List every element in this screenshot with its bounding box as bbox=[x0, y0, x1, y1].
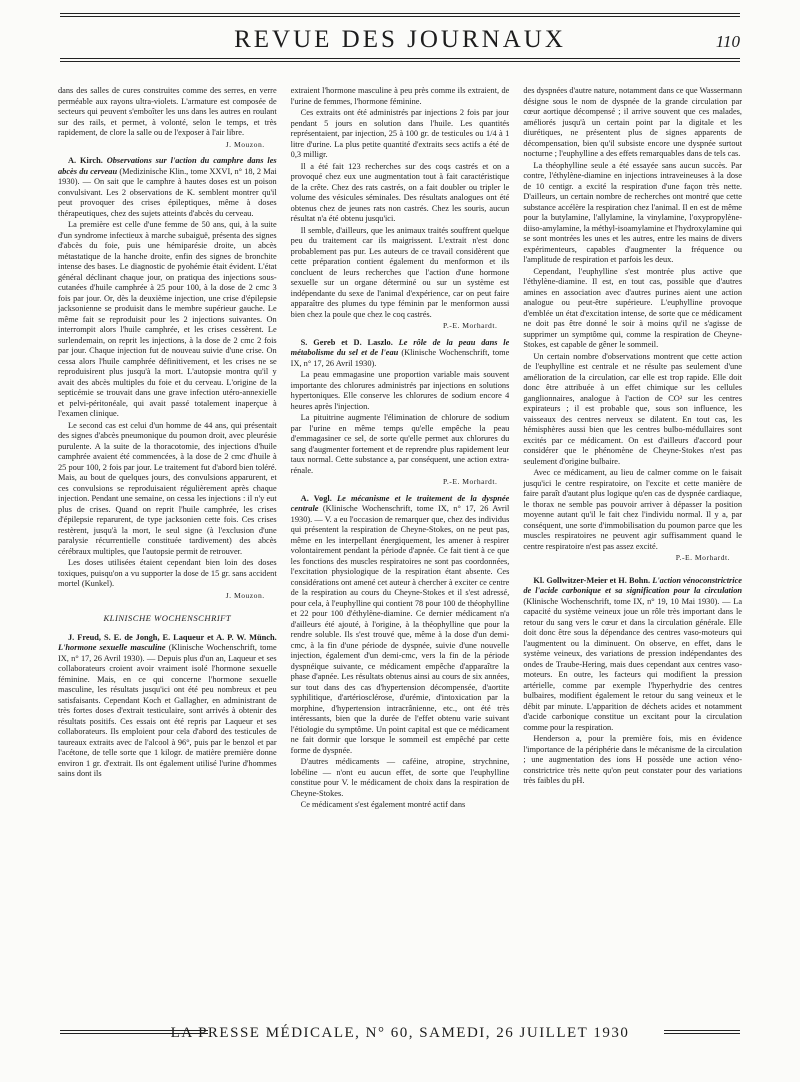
column-1 bbox=[58, 86, 277, 1061]
signature: P.-E. Morhardt. bbox=[443, 477, 498, 486]
article-intro bbox=[523, 576, 742, 734]
paragraph: dans des salles de cures construites comme des serres, en verre perméable aux rayons ultra-violets. L'armature est composée de secteurs qui peuvent s'emboîter les uns dans les autres en roulant sur des rails, et permet, à volonté, selon le temps, et très rapidement, de clore la salle ou de l'exposer à l'air libre. bbox=[58, 86, 277, 137]
article-text: — La capacité du système veineux joue un rôle très important dans le retour du sang vers le cœur et dans la circulation générale. Elle doit donc être sous la dépendance des centres vaso-moteurs qui l'augmentent ou la diminuent. On observe, en effet, dans le système veineux, des variations de pression indépendantes des ondes de Traube-Hering, mais dues cependant aux centres vaso-moteurs. En outre, les facteurs qui modifient la pression artérielle, comme par exemple l'hyperhydrie des centres bulbaires, modifient également le retour du sang veineux et le débit par minute. L'apparition de déchets acides et notamment d'acide carbonique constitue un excitant pour la circulation comme pour la respiration. bbox=[523, 596, 743, 732]
paragraph: Il semble, d'ailleurs, que les animaux traités souffrent quelque peu du traitement car ils maigrissent. L'extrait n'est donc probablement pas pur. Les auteurs de ce travail considèrent que cette préparation contient également du menformon et ils concluent de leurs recherches que l'action d'une hormone sexuelle sur un organe déterminé ou sur un système est indépendante du sexe de l'animal d'expérience, car on peut faire apparaître des plumes du type féminin par le menformon aussi bien chez la poule que chez le coq castrés. bbox=[290, 225, 510, 319]
paragraph: Ce médicament s'est également montré actif dans bbox=[300, 800, 466, 809]
article-title: L'hormone sexuelle masculine bbox=[58, 643, 166, 652]
article-title: Observations sur l'action du camphre dans les abcès du cerveau bbox=[58, 156, 277, 176]
article-source: (Klinische Wochenschrift, tome IX, n° 17, 26 Avril 1930). bbox=[58, 643, 277, 663]
signature: J. Mouzon. bbox=[225, 590, 265, 600]
paragraph: Ces extraits ont été administrés par injections 2 fois par jour pendant 5 jours en solution dans l'huile. Les quantités représentaient, par injection, 25 à 100 gr. de testicules ou 1/4 à 1 litre d'urine. La plus petite quantité d'extraits secs actifs a été de 0,3 milligr. bbox=[290, 108, 510, 159]
section-heading: KLINISCHE WOCHENSCHRIFT bbox=[103, 613, 232, 623]
article-source: (Klinische Wochenschrift, tome IX, n° 17, 26 Avril 1930). bbox=[290, 504, 510, 524]
paragraph: Un certain nombre d'observations montrent que cette action de l'euphylline est centrale et ne résulte pas seulement d'une amélioration de la circulation, car elle est trop rapide. Elle doit donc être attribuée à un effet chimique sur les cellules ganglionnaires, analogue à l'action de CO² sur les centres expirateurs ; il est probable que, sous son influence, les vaisseaux des centres nerveux se dilatent. En tout cas, les hémisphères aussi bien que les centres bulbo-médullaires sont excités par ce médicament. On est d'ailleurs d'accord pour considérer que le phénomène de Cheyne-Stokes n'est pas seulement d'origine bulbaire. bbox=[523, 351, 743, 466]
header-rule-top-inner bbox=[60, 16, 740, 17]
article-text: — V. a eu l'occasion de remarquer que, chez des individus qui présentent la respiration de Cheyne-Stokes, on ne peut pas, même en les interpellant énergiquement, les amener à respirer volontairement pendant la période d'apnée. Ce fait tient à ce que les fonctions des muscles respiratoires ne sont pas coordonnées, l'excitation physiologique de la respiration étant absente. Ces considérations ont amené cet auteur à chercher à exciter ce centre de la respiration au cours du Cheyne-Stokes et il s'est adressé, pour cela, à l'euphylline qui contient 78 pour 100 de théophylline et 22 pour 100 d'éthylène-diamine. Ce dernier médicament n'a d'ailleurs été ajouté, à l'origine, à la théophylline que pour la rendre soluble. Ils s'est trouvé que, même à la dose d'un demi-cmc, à la fin d'une période de dyspnée, suivie d'une nouvelle injection, également d'un demi-cmc, vers la fin de la période dyspnéique suivante, ce médicament empêche d'apparaître la phase d'apnée. Les résultats obtenus ainsi au cours de six années, sur tout dans des cas d'hypertension décompensée, d'aortite syphilitique, d'artériosclérose, d'urémie, d'intoxication par la morphine, d'hypertension intracrânienne, etc., ont été très intéressants, bien que la durée de l'effet obtenu varie suivant l'étiologie du symptôme. Un point capital est que ce médicament ne fait dormir que lorsque le sommeil est empêché par cette forme de dyspnée. bbox=[290, 514, 510, 755]
paragraph: Le second cas est celui d'un homme de 44 ans, qui présentait des signes d'abcès pneumonique du poumon droit, avec pleurésie purulente. A la suite de la thoracotomie, des injections d'huile camphrée avaient été commencées, à la dose de 2 cmc d'huile à 25 pour 100, 2 fois par jour. Le traitement fut d'abord bien toléré. Mais, au bout de quelques jours, des convulsions apparurent, et ces convulsions se reproduisaient régulièrement après chaque injection. Pendant une semaine, on cessa les injections : il n'y eut plus de crises. Quand on reprit l'huile camphrée, les crises d'épilepsie reparurent, de type jacksonien cette fois. Ces crises restèrent, jusqu'à la mort, le seul signe (à l'exclusion d'une paralysie récurrentielle constituée tardivement) des abcès cérébraux multiples, que l'autopsie permit de retrouver. bbox=[58, 420, 277, 556]
journal-title: REVUE DES JOURNAUX bbox=[234, 26, 566, 53]
header-rule-bottom-inner bbox=[60, 61, 740, 62]
paragraph: La pituitrine augmente l'élimination de chlorure de sodium par l'urine en même temps qu'elle empêche la peau d'emmagasiner ce sel, de sorte qu'elle permet aux chlorures du sang d'augmenter fortement et de reprendre plus rapidement leur taux normal. Cette substance a, par conséquent, une action extra-rénale. bbox=[290, 413, 510, 475]
paragraph: Il a été fait 123 recherches sur des coqs castrés et on a provoqué chez eux une augmentation tout à fait caractéristique de la crête. Chez des rats castrés, on a fait doubler ou tripler le volume des vésicules séminales. Des résultats analogues ont été obtenus chez de jeunes rats non castrés. Chez les souris, aucun résultat n'a été obtenu jusqu'ici. bbox=[290, 161, 510, 223]
paragraph: Cependant, l'euphylline s'est montrée plus active que l'éthylène-diamine. Il est, en tout cas, possible que d'autres amines en association avec d'autres purines aient une action analogue ou peut-être supérieure. L'euphylline provoque d'emblée un état d'excitation intense, de sorte que ce médicament ne doit pas être donné le soir à moins qu'il ne s'agisse de supprimer un symptôme qui, comme la respiration de Cheyne-Stokes, est capable de gêner le sommeil. bbox=[523, 266, 743, 349]
article-source: (Klinische Wochenschrift, tome IX, n° 17, 26 Avril 1930). bbox=[290, 348, 510, 368]
article-title: Le rôle de la peau dans le métabolisme du sel et de l'eau bbox=[290, 337, 510, 357]
article-author: Kl. Gollwitzer-Meier et H. Bohn. bbox=[533, 575, 651, 585]
article-intro bbox=[58, 156, 277, 219]
paragraph: Les doses utilisées étaient cependant bien loin des doses toxiques, puisqu'on a vu supporter la dose de 15 gr. sans accident mortel (Kunkel). bbox=[58, 558, 277, 588]
article-intro bbox=[291, 494, 510, 757]
paragraph: La peau emmagasine une proportion variable mais souvent importante des chlorures administrés par injections en solutions hypertoniques. Elle conserve les chlorures de sodium encore 4 heures après l'injection. bbox=[290, 370, 510, 411]
page-footer: LA PRESSE MÉDICALE, N° 60, SAMEDI, 26 JUILLET 1930 bbox=[170, 1025, 630, 1041]
article-author: A. Vogl. bbox=[300, 493, 332, 503]
signature: J. Mouzon. bbox=[225, 139, 265, 149]
article-intro bbox=[291, 338, 510, 370]
article-text: — On sait que le camphre à hautes doses est un poison convulsivant. Les 2 observations de K. semblent montrer qu'il peut provoquer des crises épileptiques, même à doses thérapeutiques, chez des sujets atteints d'abcès du cerveau. bbox=[58, 177, 277, 218]
header-rule-bottom bbox=[60, 58, 740, 59]
page-number: 110 bbox=[715, 32, 740, 51]
paragraph: Henderson a, pour la première fois, mis en évidence l'importance de la périphérie dans le mécanisme de la circulation ; une augmentation des ions H possède une action véno-constrictrice très nette qu'on peut constater pour des variations très faibles du pH. bbox=[523, 734, 743, 785]
article-title: Le mécanisme et le traitement de la dyspnée centrale bbox=[290, 493, 510, 513]
article-intro bbox=[58, 633, 277, 780]
column-3 bbox=[523, 86, 742, 1061]
paragraph: des dyspnées d'autre nature, notamment dans ce que Wassermann désigne sous le nom de dyspnée de la grande circulation par cœur aortique décompensé ; il arrive souvent que ces malades, améliorés jusqu'à un certain point par la digitale et les diurétiques, ne présentent plus de signes apparents de décompensation, bien qu'il subsiste encore une dyspnée surtout nocturne ; l'euphylline a des effets remarquables dans de tels cas. bbox=[523, 86, 743, 158]
paragraph: Avec ce médicament, au lieu de calmer comme on le faisait jusqu'ici le centre respiratoire, on l'excite et cette manière de faire paraît d'autant plus logique qu'en cas de dyspnée cardiaque, le thorax ne semble pas pouvoir arriver à dépasser la position moyenne autant qu'il le fait chez l'individu normal. Il y a, par conséquent, une sorte d'immobilisation du poumon parce que les muscles respiratoires ne peuvent agir suffisamment quand le centre respiratoire n'est pas assez excité. bbox=[523, 468, 743, 551]
article-text: — Depuis plus d'un an, Laqueur et ses collaborateurs croient avoir vraiment isolé l'hormone sexuelle féminine. Mais, en ce qui concerne l'hormone sexuelle masculine, les résultats jusqu'ici ont été peu nombreux et peu satisfaisants. Cependant Koch et Gallagher, en administrant de très fortes doses d'extrait testiculaire, sont arrivés à obtenir des résultats positifs. Ces essais ont été repris par Laqueur et ses collaborateurs. Ils emploient pour cela d'abord des testicules de taureaux extraits avec de l'alcool à 96°, puis par le benzol et par l'acétone, de telle sorte que 1 kilogr. de matière première donne environ 1 gr. d'extrait. Ils ont également utilisé l'urine d'hommes sains dont ils bbox=[58, 653, 277, 778]
article-author: J. Freud, S. E. de Jongh, E. Laqueur et A. P. W. Münch. bbox=[68, 632, 277, 642]
paragraph: La théophylline seule a été essayée sans aucun succès. Par contre, l'éthylène-diamine en injections intraveineuses à la dose de 10 centigr. a excité la respiration d'une façon très nette. D'ailleurs, un certain nombre de recherches ont montré que cette substance accélère la respiration chez l'animal. Il en est de même pour la butylamine, l'allylamine, la vinylamine, l'oxypropylène-diiso-amylamine, la méthyl-isoamylamine et l'hydroxylamine qui se sont montrées les unes et les autres, entre les mains de divers expérimenteurs, capables d'augmenter la fréquence ou l'amplitude de respiration et parfois les deux. bbox=[523, 160, 743, 264]
article-author: S. Gereb et D. Laszlo. bbox=[300, 337, 393, 347]
signature: P.-E. Morhardt. bbox=[443, 321, 498, 330]
article-source: (Klinische Wochenschrift, tome IX, n° 19, 10 Mai 1930). bbox=[523, 596, 720, 606]
paragraph: La première est celle d'une femme de 50 ans, qui, à la suite d'un syndrome infectieux à marche subaiguë, présenta des signes d'abcès du foie, puis une hémiparésie droite, un abcès métastatique de la hanche droite, enfin des signes de bronchite intense des bases. Le diagnostic de pyohémie était évident. L'état général déclinant chaque jour, on pratiqua des injections sous-cutanées d'huile camphrée à 25 pour 100, à la dose de 2 cmc 3 fois par jour. Or, dès la deuxième injection, une crise d'épilepsie jacksonienne se produisit dans le membre supérieur gauche. Le même fait se reproduisit pour les 2 injections suivantes. On interrompit alors l'huile camphrée, et les crises cessèrent. Le surlendemain, on reprit les injections, à la dose de 2 cmc 2 fois par jour. Chaque injection fut de nouveau suivie d'une crise. On cessa alors l'huile camphrée définitivement, et les crises ne se reproduisirent plus jusqu'à la mort. L'autopsie montra qu'il y avait des abcès multiples du foie et du cerveau. L'origine de la septicémie se trouvait dans une grave infection utéro-annexielle et pelvi-péritonéale, qui avait passé totalement inaperçue à l'examen clinique. bbox=[58, 220, 277, 418]
paragraph: D'autres médicaments — caféine, atropine, strychnine, lobéline — n'ont eu aucun effet, de sorte que l'euphylline constitue pour V. le médicament de choix dans la respiration de Cheyne-Stokes. bbox=[290, 757, 510, 798]
header-rule-top bbox=[60, 13, 740, 14]
signature: P.-E. Morhardt. bbox=[675, 553, 731, 562]
paragraph: extraient l'hormone masculine à peu près comme ils extraient, de l'urine de femmes, l'hormone féminine. bbox=[290, 86, 510, 106]
article-columns bbox=[58, 86, 742, 1061]
article-author: A. Kirch. bbox=[68, 156, 103, 165]
column-2 bbox=[291, 86, 510, 1061]
page-header bbox=[60, 19, 740, 55]
article-title: L'action vénoconstrictrice de l'acide carbonique et sa signification pour la circulation bbox=[523, 575, 743, 595]
article-source: (Medizinische Klin., tome XXVI, n° 18, 2 Mai 1930). bbox=[58, 166, 277, 186]
